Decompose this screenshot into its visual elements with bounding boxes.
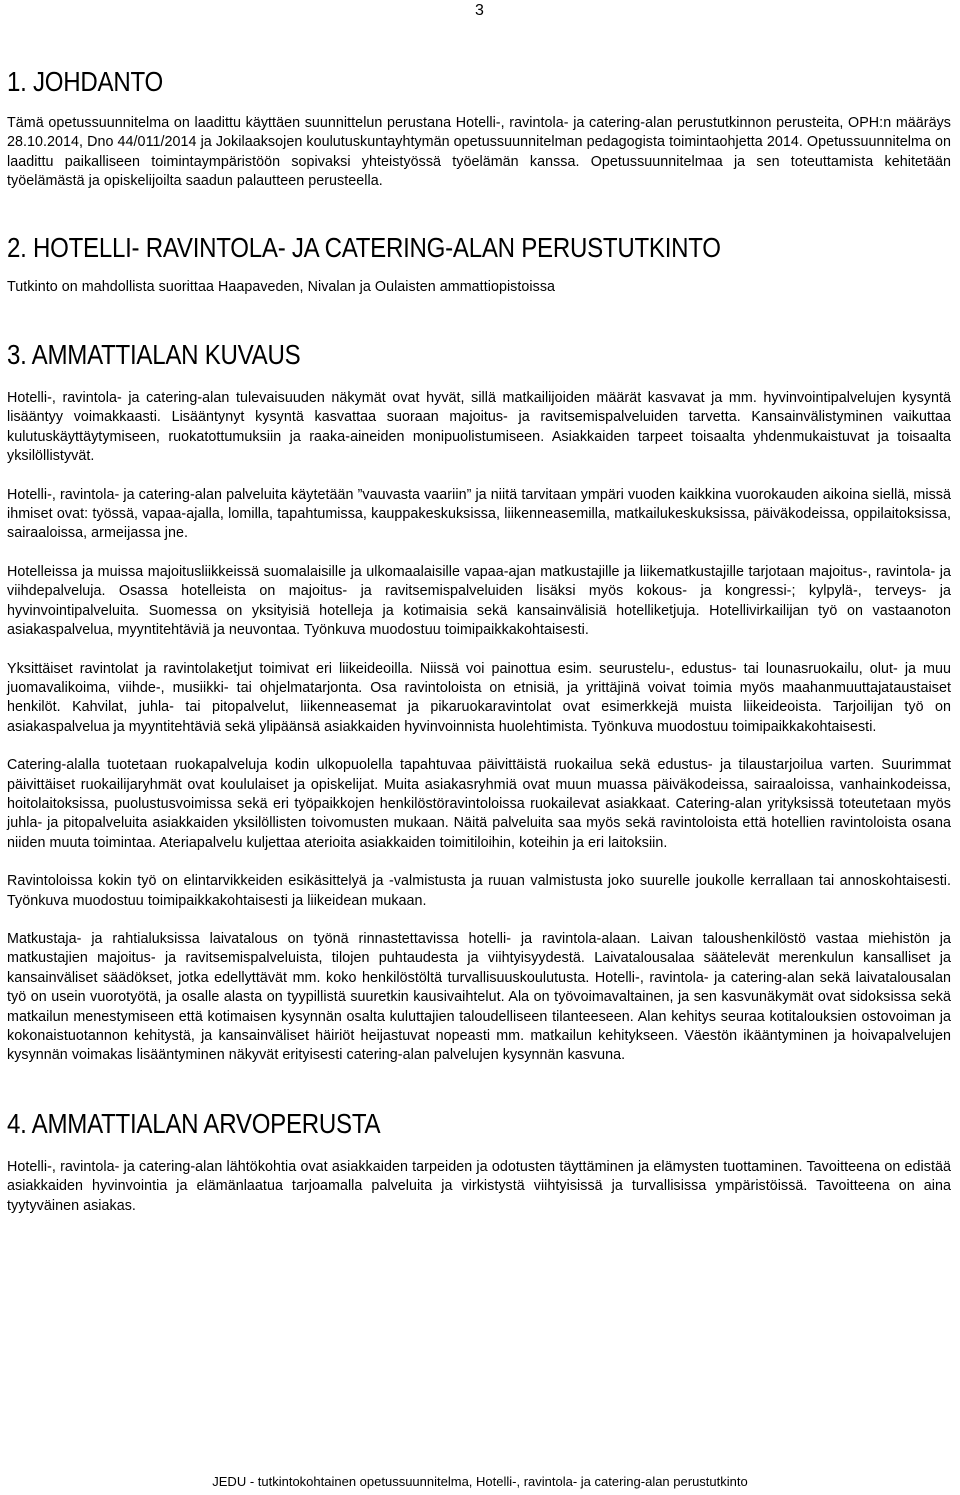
paragraph: Yksittäiset ravintolat ja ravintolaketjut toimivat eri liikeideoilla. Niissä voi painottua esim. seurustelu-, edustus- tai lounasruokailu, olut- ja muu juomavalikoima, viihde-, musiikki- tai ohjelmatarjonta. Osa ravintoloista on etnisiä, ja yrittäjinä voivat toimia myös maahanmuuttajataustaiset henkilöt. Kahvilat, juhla- tai pitopalvelut, liikenneasemat ja pikaruokaravintolat ovat esimerkkejä muista liikeideoista. Tarjoilijan työ on asiakaspalvelua ja myyntitehtäviä sekä ylipäänsä asiakkaiden hyvinvoinnista huolehtimista. Työnkuva muodostuu toimipaikkakohtaisesti. xyxy=(7,660,951,735)
section-heading-perustutkinto: 2. HOTELLI- RAVINTOLA- JA CATERING-ALAN PERUSTUTKINTO xyxy=(7,231,721,263)
paragraph: Hotelli-, ravintola- ja catering-alan lähtökohtia ovat asiakkaiden tarpeiden ja odotusten täyttäminen ja elämysten tuottaminen. Tavoitteena on edistää asiakkaiden hyvinvointia ja elämänlaatua tarjoamalla palveluita ja virkistystä viihtyisissä ja turvallisissa ympäristöissä. Tavoitteena on aina tyytyväinen asiakas. xyxy=(7,1158,951,1214)
paragraph: Hotelli-, ravintola- ja catering-alan tulevaisuuden näkymät ovat hyvät, sillä matkailijoiden määrät kasvavat ja mm. hyvinvointipalvelujen kysyntä lisääntyy voimakkaasti. Lisääntynyt kysyntä kasvattaa suoraan majoitus- ja ravitsemispalveluiden tarvetta. Kansainvälistyminen vaikuttaa kulutuskäyttäytymiseen, ruokatottumuksiin ja raaka-aineiden monipuolistumiseen. Asiakkaiden tarpeet toisaalta yhdenmukaistuvat ja toisaalta yksilöllistyvät. xyxy=(7,390,951,465)
paragraph: Matkustaja- ja rahtialuksissa laivatalous on työnä rinnastettavissa hotelli- ja ravintola-alaan. Laivan taloushenkilöstö vastaa miehistön ja matkustajien majoitus- ja ravitsemispalveluista, tilojen puhtaudesta ja viihtyisyydestä. Laivatalousalaa säätelevät merenkulun kansalliset ja kansainväliset säädökset, jotka edellyttävät mm. koko henkilöstöltä turvallisuuskoulutusta. Hotelli-, ravintola- ja catering-alan sekä laivatalousalan työ on usein vuorotyötä, ja osalle alasta on tyypillistä suuretkin kausivaihtelut. Ala on työvoimavaltainen, ja sen kasvunäkymät ovat sidoksissa sekä matkailun menestymiseen että kotimaisen kysynnän osalta kuluttajien taloudelliseen tilanteeseen. Alan kehitys seuraa kotitalouksien ostovoiman ja kokonaistuotannon kehitystä, ja kansainväliset häiriöt heijastuvat nopeasti mm. matkailun kehitykseen. Väestön ikääntyminen ja hoivapalvelujen kysynnän voimakas lisääntyminen näkyvät erityisesti catering-alan palvelujen kysynnän kasvuna. xyxy=(7,930,951,1064)
paragraph: Hotelli-, ravintola- ja catering-alan palveluita käytetään ”vauvasta vaariin” ja niitä tarvitaan ympäri vuoden kaikkina vuorokauden aikoina siellä, missä ihmiset ovat: työssä, vapaa-ajalla, lomilla, tapahtumissa, kauppakeskuksissa, liikenneasemilla, matkailukeskuksissa, päiväkodeissa, oppilaitoksissa, sairaaloissa, armeijassa jne. xyxy=(7,486,951,542)
page-number: 3 xyxy=(475,2,484,19)
document-body xyxy=(7,64,951,1216)
paragraph: Tutkinto on mahdollista suorittaa Haapaveden, Nivalan ja Oulaisten ammattiopistoissa xyxy=(7,278,556,295)
section-heading-ammattialan-kuvaus: 3. AMMATTIALAN KUVAUS xyxy=(7,339,301,371)
page-footer: JEDU - tutkintokohtainen opetussuunnitelma, Hotelli-, ravintola- ja catering-alan perustutkinto xyxy=(212,1474,748,1489)
paragraph: Hotelleissa ja muissa majoitusliikkeissä suomalaisille ja ulkomaalaisille vapaa-ajan matkustajille ja liikematkustajille tarjotaan majoitus-, ravintola- ja viihdepalveluja. Osassa hotelleista on majoitus- ja ravitsemispalveluiden lisäksi myös kokous- ja kongressi-; kylpylä-, terveys- ja hyvinvointipalveluita. Suomessa on yksityisiä hotelleja ja kotimaisia sekä kansainvälisiä hotelliketjuja. Hotellivirkailijan työ on vastaanoton asiakaspalvelua, myyntitehtäviä ja neuvontaa. Työnkuva muodostuu toimipaikkakohtaisesti. xyxy=(7,563,951,639)
section-heading-johdanto: 1. JOHDANTO xyxy=(7,66,163,97)
paragraph: Tämä opetussuunnitelma on laadittu käyttäen suunnittelun perustana Hotelli-, ravintola- ja catering-alan perustutkinnon perusteita, OPH:n määräys 28.10.2014, Dno 44/011/2014 ja Jokilaaksojen koulutuskuntayhtymän opetussuunnitelman pedagogista toimintaohjetta 2014. Opetussuunnitelma on laadittu paikalliseen toimintaympäristöön sopivaksi yhteistyössä työelämän kanssa. Opetussuunnitelmaa ja sen toteuttamista kehitetään työelämästä ja opiskelijoilta saadun palautteen perusteella. xyxy=(7,115,951,190)
paragraph: Catering-alalla tuotetaan ruokapalveluja kodin ulkopuolella tapahtuvaa päivittäistä ruokailua sekä edustus- ja tilaustarjoilua varten. Suurimmat päivittäiset ruokailijaryhmät ovat koululaiset ja opiskelijat. Muita asiakasryhmiä ovat muun muassa päiväkodeissa, sairaaloissa, vanhainkodeissa, hoitolaitoksissa, puolustusvoimissa sekä eri työpaikkojen henkilöstöravintoloissa ruokailevat asiakkaat. Catering-alan yrityksissä toteutetaan myös juhla- ja pitopalveluita asiakkaiden yksilöllisten toivomusten mukaan. Näitä palveluita saa myös sekä ravintoloista että hotellien ravintoloista osana niiden muuta toimintaa. Ateriapalvelu kuljettaa aterioita asiakkaiden toimitiloihin, koteihin ja eri laitoksiin. xyxy=(7,757,951,851)
paragraph: Ravintoloissa kokin työ on elintarvikkeiden esikäsittelyä ja -valmistusta ja ruuan valmistusta joko suurelle joukolle kerrallaan tai annoskohtaisesti. Työnkuva muodostuu toimipaikkakohtaisesti ja liikeidean mukaan. xyxy=(7,873,951,909)
section-heading-arvoperusta: 4. AMMATTIALAN ARVOPERUSTA xyxy=(7,1107,381,1139)
